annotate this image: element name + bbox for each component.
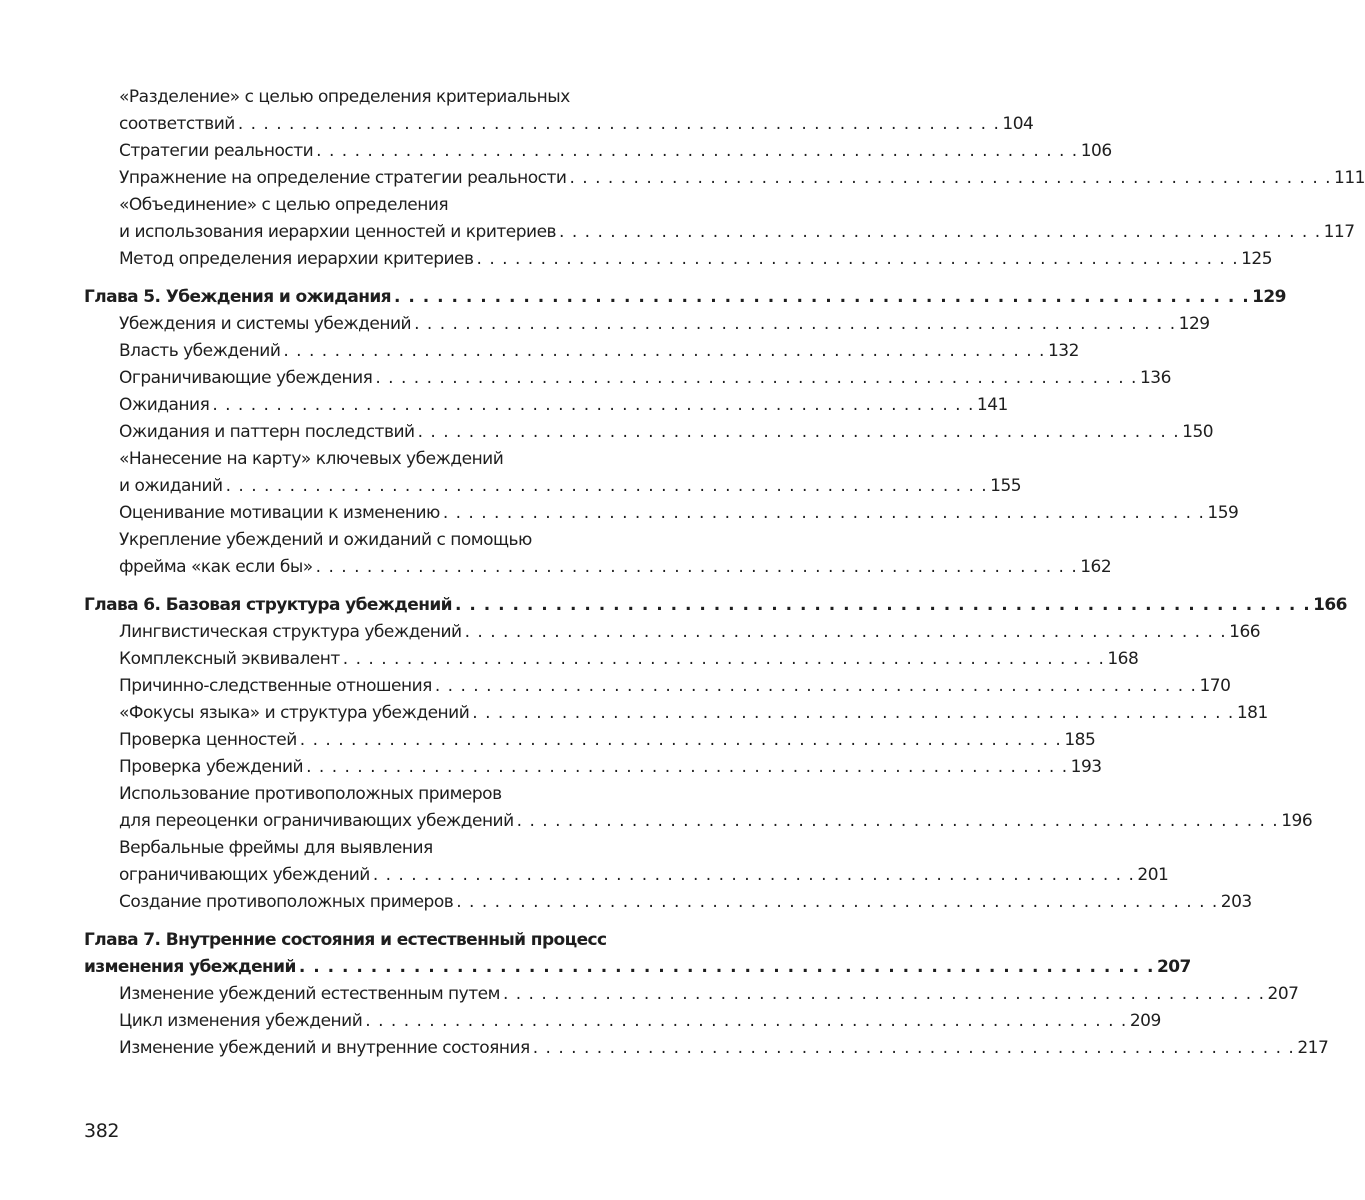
toc-entry-line (119, 754, 1102, 781)
toc-entry-page: 104 (1002, 114, 1034, 134)
toc-entry-title-line: Использование противоположных примеров (119, 784, 502, 804)
toc-entry-title: Проверка убеждений (119, 757, 304, 777)
dot-leader (455, 592, 1310, 619)
toc-section-entry (84, 84, 1034, 138)
toc-entry-line (119, 1008, 1161, 1035)
toc-entry-line (119, 111, 1034, 138)
toc-entry-page: 166 (1313, 595, 1347, 615)
toc-entry-line (119, 981, 1299, 1008)
toc-entry-line (119, 808, 1313, 835)
toc-entry-title: Цикл изменения убеждений (119, 1011, 363, 1031)
toc-entry-title: Упражнение на определение стратегии реальности (119, 168, 567, 188)
toc-entry-page: 181 (1236, 703, 1268, 723)
toc-entry-page: 136 (1139, 368, 1171, 388)
toc-entry-line (119, 646, 1139, 673)
dot-leader (394, 284, 1249, 311)
toc-entry-page: 196 (1281, 811, 1313, 831)
dot-leader (316, 138, 1078, 165)
toc-entry-page: 141 (976, 395, 1008, 415)
toc-entry-title: Лингвистическая структура убеждений (119, 622, 462, 642)
dot-leader (517, 808, 1279, 835)
toc-section-entry (84, 419, 1214, 446)
toc-section-entry (84, 392, 1008, 419)
toc-entry-title: Глава 5. Убеждения и ожидания (84, 287, 391, 307)
table-of-contents (84, 84, 1365, 1062)
toc-entry-page: 111 (1334, 168, 1365, 188)
toc-entry-line (119, 500, 1239, 527)
toc-entry-line (84, 284, 1286, 311)
toc-section-entry (84, 527, 1112, 581)
toc-entry-line (119, 338, 1079, 365)
toc-entry-line (119, 138, 1112, 165)
toc-entry-line (119, 1035, 1329, 1062)
dot-leader (418, 419, 1180, 446)
toc-entry-page: 132 (1047, 341, 1079, 361)
toc-entry-title: фрейма «как если бы» (119, 557, 313, 577)
toc-entry-page: 155 (990, 476, 1022, 496)
toc-entry-page: 162 (1080, 557, 1112, 577)
toc-entry-title: Ожидания (119, 395, 210, 415)
toc-entry-page: 159 (1207, 503, 1239, 523)
toc-entry-page: 207 (1267, 984, 1299, 1004)
toc-entry-title-line: Укрепление убеждений и ожиданий с помощью (119, 530, 532, 550)
dot-leader (435, 673, 1197, 700)
toc-entry-title: соответствий (119, 114, 235, 134)
toc-entry-line (119, 365, 1171, 392)
toc-entry-line (119, 419, 1214, 446)
toc-entry-title: и ожиданий (119, 476, 223, 496)
toc-section-entry (84, 246, 1273, 273)
dot-leader (283, 338, 1045, 365)
toc-entry-title: ограничивающих убеждений (119, 865, 370, 885)
toc-section-entry (84, 192, 1355, 246)
toc-section-entry (84, 673, 1231, 700)
toc-section-entry (84, 835, 1169, 889)
toc-entry-title: Власть убеждений (119, 341, 281, 361)
toc-entry-title: «Фокусы языка» и структура убеждений (119, 703, 470, 723)
toc-entry-title: Ожидания и паттерн последствий (119, 422, 415, 442)
toc-entry-line (119, 392, 1008, 419)
dot-leader (375, 365, 1137, 392)
dot-leader (414, 311, 1176, 338)
toc-entry-page: 129 (1252, 287, 1286, 307)
page-number: 382 (84, 1120, 120, 1142)
toc-entry-line (119, 889, 1252, 916)
toc-entry-title: Причинно-следственные отношения (119, 676, 432, 696)
dot-leader (365, 1008, 1127, 1035)
toc-entry-page: 201 (1137, 865, 1169, 885)
toc-entry-title: Проверка ценностей (119, 730, 297, 750)
toc-entry-line (119, 673, 1231, 700)
toc-entry-title: Ограничивающие убеждения (119, 368, 373, 388)
dot-leader (212, 392, 974, 419)
toc-entry-page: 203 (1220, 892, 1252, 912)
toc-entry-title-line: «Разделение» с целью определения критериальных (119, 87, 570, 107)
dot-leader (343, 646, 1105, 673)
toc-entry-page: 106 (1080, 141, 1112, 161)
toc-section-entry (84, 700, 1268, 727)
dot-leader (299, 954, 1154, 981)
toc-section-entry (84, 727, 1096, 754)
toc-entry-line (119, 700, 1268, 727)
dot-leader (465, 619, 1227, 646)
toc-entry-title-line: Вербальные фреймы для выявления (119, 838, 433, 858)
toc-entry-title: и использования иерархии ценностей и критериев (119, 222, 557, 242)
toc-section-entry (84, 446, 1022, 500)
toc-section-entry (84, 619, 1261, 646)
toc-entry-line (119, 311, 1210, 338)
toc-entry-line (119, 554, 1112, 581)
toc-entry-line (84, 592, 1347, 619)
toc-entry-title: Создание противоположных примеров (119, 892, 454, 912)
toc-entry-title-line: «Нанесение на карту» ключевых убеждений (119, 449, 504, 469)
toc-entry-title: Стратегии реальности (119, 141, 314, 161)
dot-leader (226, 473, 988, 500)
dot-leader (503, 981, 1265, 1008)
toc-entry-line (84, 954, 1191, 981)
toc-entry-title: Метод определения иерархии критериев (119, 249, 474, 269)
toc-entry-line (119, 862, 1169, 889)
toc-section-entry (84, 781, 1313, 835)
toc-entry-line (119, 473, 1022, 500)
toc-entry-page: 207 (1156, 957, 1191, 977)
toc-entry-line (119, 619, 1261, 646)
toc-entry-title-line: «Объединение» с целью определения (119, 195, 449, 215)
toc-entry-page: 217 (1297, 1038, 1329, 1058)
toc-entry-page: 185 (1064, 730, 1096, 750)
toc-chapter-entry (84, 592, 1347, 619)
toc-entry-title: Глава 6. Базовая структура убеждений (84, 595, 452, 615)
dot-leader (533, 1035, 1295, 1062)
dot-leader (306, 754, 1068, 781)
toc-entry-page: 170 (1199, 676, 1231, 696)
toc-entry-page: 129 (1178, 314, 1210, 334)
dot-leader (373, 862, 1135, 889)
toc-section-entry (84, 311, 1210, 338)
toc-entry-title: Комплексный эквивалент (119, 649, 340, 669)
toc-section-entry (84, 981, 1299, 1008)
toc-entry-page: 117 (1323, 222, 1355, 242)
toc-section-entry (84, 365, 1171, 392)
dot-leader (456, 889, 1218, 916)
dot-leader (300, 727, 1062, 754)
dot-leader (238, 111, 1000, 138)
toc-entry-line (119, 219, 1355, 246)
toc-section-entry (84, 1035, 1329, 1062)
toc-entry-page: 209 (1129, 1011, 1161, 1031)
toc-entry-title: Оценивание мотивации к изменению (119, 503, 440, 523)
toc-section-entry (84, 500, 1239, 527)
toc-entry-page: 125 (1241, 249, 1273, 269)
dot-leader (443, 500, 1205, 527)
dot-leader (477, 246, 1239, 273)
toc-entry-line (119, 727, 1096, 754)
toc-entry-title: для переоценки ограничивающих убеждений (119, 811, 514, 831)
dot-leader (316, 554, 1078, 581)
toc-entry-title: Изменение убеждений естественным путем (119, 984, 500, 1004)
toc-section-entry (84, 754, 1102, 781)
dot-leader (569, 165, 1331, 192)
toc-section-entry (84, 338, 1079, 365)
dot-leader (472, 700, 1234, 727)
toc-section-entry (84, 889, 1252, 916)
toc-entry-title: Убеждения и системы убеждений (119, 314, 412, 334)
toc-entry-title: изменения убеждений (84, 957, 296, 977)
toc-chapter-entry (84, 284, 1286, 311)
toc-entry-title-line: Глава 7. Внутренние состояния и естественный процесс (84, 930, 607, 950)
toc-section-entry (84, 1008, 1161, 1035)
toc-entry-line (119, 246, 1273, 273)
dot-leader (559, 219, 1321, 246)
toc-entry-page: 193 (1070, 757, 1102, 777)
toc-entry-page: 168 (1107, 649, 1139, 669)
toc-entry-page: 166 (1229, 622, 1261, 642)
toc-section-entry (84, 646, 1139, 673)
toc-chapter-entry (84, 927, 1191, 981)
toc-entry-page: 150 (1182, 422, 1214, 442)
toc-section-entry (84, 165, 1365, 192)
toc-entry-title: Изменение убеждений и внутренние состояния (119, 1038, 530, 1058)
toc-section-entry (84, 138, 1112, 165)
toc-entry-line (119, 165, 1365, 192)
